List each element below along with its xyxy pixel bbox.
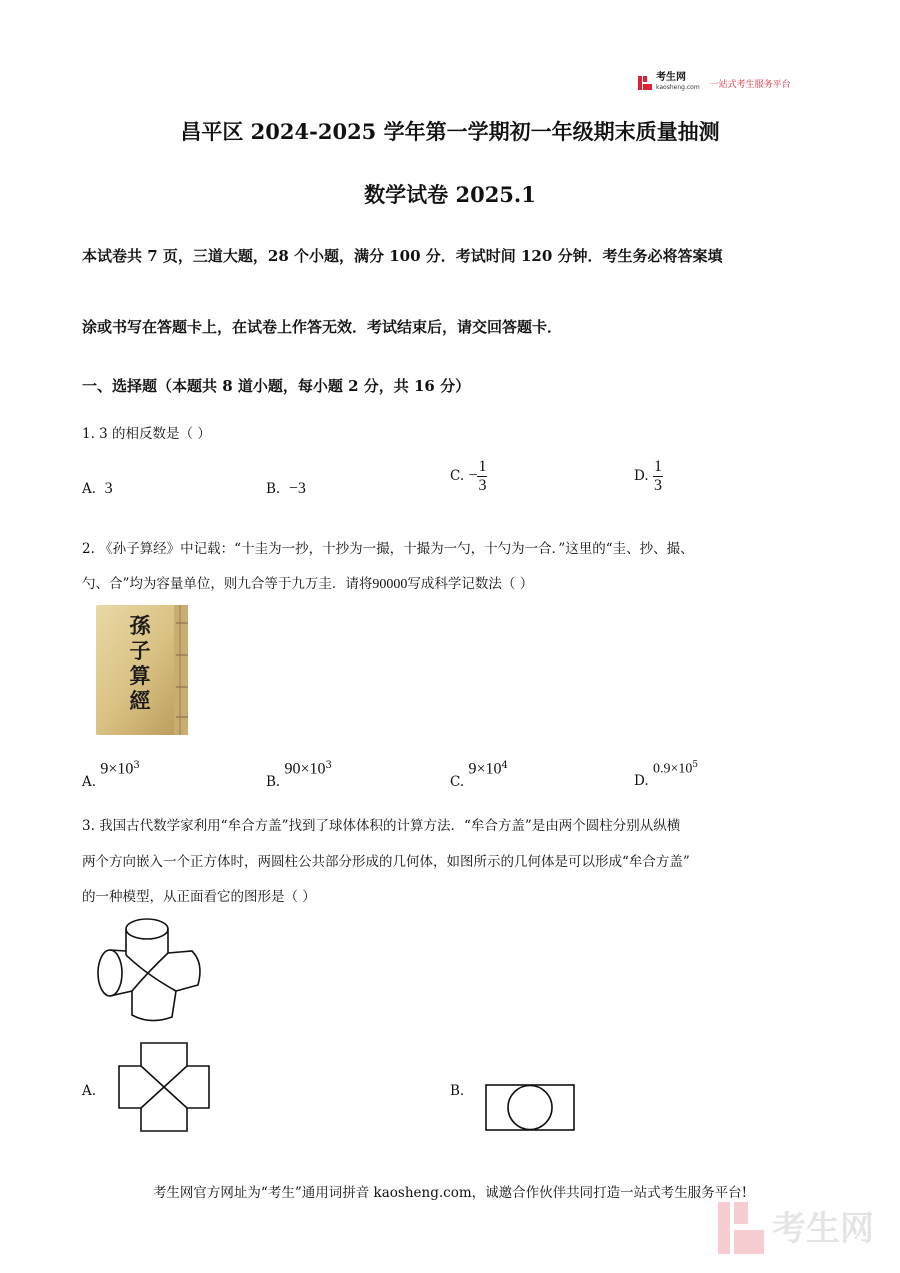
question-2-line-1: 2. 《孙子算经》中记载：“十圭为一抄，十抄为一撮，十撮为一勺，十勺为一合．”这里的“圭、抄、撮、 xyxy=(82,541,694,557)
q1-option-b: B. −3 xyxy=(266,480,306,497)
book-char-1: 孫 xyxy=(129,613,151,638)
kaosheng-watermark xyxy=(716,1198,886,1258)
q3-option-a-figure xyxy=(118,1042,210,1132)
book-char-4: 經 xyxy=(129,688,151,713)
question-3-line-1: 3. 我国古代数学家利用“牟合方盖”找到了球体体积的计算方法．“牟合方盖”是由两个圆柱分别从纵横 xyxy=(82,818,681,834)
exam-title: 昌平区 2024-2025 学年第一学期初一年级期末质量抽测 xyxy=(180,119,720,144)
mouhe-fanggai-model-figure xyxy=(92,915,207,1025)
notice-line-2: 涂或书写在答题卡上，在试卷上作答无效．考试结束后，请交回答题卡． xyxy=(82,318,563,336)
exam-subtitle: 数学试卷 2025.1 xyxy=(364,182,536,207)
sunzi-suanjing-book-image xyxy=(96,605,188,735)
q3-option-b-figure xyxy=(485,1084,575,1132)
question-2-line-2: 勺、合”均为容量单位，则九合等于九万圭．请将90000写成科学记数法（ ） xyxy=(82,576,534,592)
q3-option-a-label: A. xyxy=(82,1083,97,1099)
logo-slogan: 一站式考生服务平台 xyxy=(709,79,791,90)
q2-option-c: C. $9\times 10^4$ xyxy=(450,760,508,790)
q2-option-a: A. $9\times 10^3$ xyxy=(82,760,140,790)
logo-brand: 考生网 kaosheng.com xyxy=(656,72,700,91)
site-logo xyxy=(638,72,808,94)
question-3-line-2: 两个方向嵌入一个正方体时，两圆柱公共部分形成的几何体，如图所示的几何体是可以形成“牟合方盖” xyxy=(82,854,690,870)
q1-option-c: C. − $\frac{1}{3}$ xyxy=(450,458,487,494)
question-1-stem: 1. 3 的相反数是（ ） xyxy=(82,426,211,442)
q2-option-d: D. $0.9\times 10^5$ xyxy=(634,760,699,789)
footer-note: 考生网官方网址为“考生”通用词拼音 kaosheng.com，诚邀合作伙伴共同打造一站式考生服务平台! xyxy=(152,1185,748,1201)
question-3-line-3: 的一种模型，从正面看它的图形是（ ） xyxy=(82,889,316,905)
book-char-3: 算 xyxy=(129,663,151,688)
q2-option-b: B. $90\times 10^3$ xyxy=(266,760,332,790)
kaosheng-logo-icon xyxy=(638,76,652,90)
watermark-text: 考生网 xyxy=(772,1209,874,1249)
notice-line-1: 本试卷共 7 页，三道大题，28 个小题，满分 100 分．考试时间 120 分钟．考生务必将答案填 xyxy=(82,247,723,265)
q1-option-a: A. 3 xyxy=(82,480,113,497)
fraction: $\frac{1}{3}$ xyxy=(478,458,487,494)
q1-option-d: D. $\frac{1}{3}$ xyxy=(634,458,662,494)
q3-option-b-label: B. xyxy=(450,1083,465,1099)
book-char-2: 子 xyxy=(129,638,151,663)
section-heading: 一、选择题（本题共 8 道小题，每小题 2 分，共 16 分） xyxy=(82,377,471,395)
fraction: $\frac{1}{3}$ xyxy=(653,458,662,494)
watermark-logo-icon xyxy=(716,1198,886,1258)
